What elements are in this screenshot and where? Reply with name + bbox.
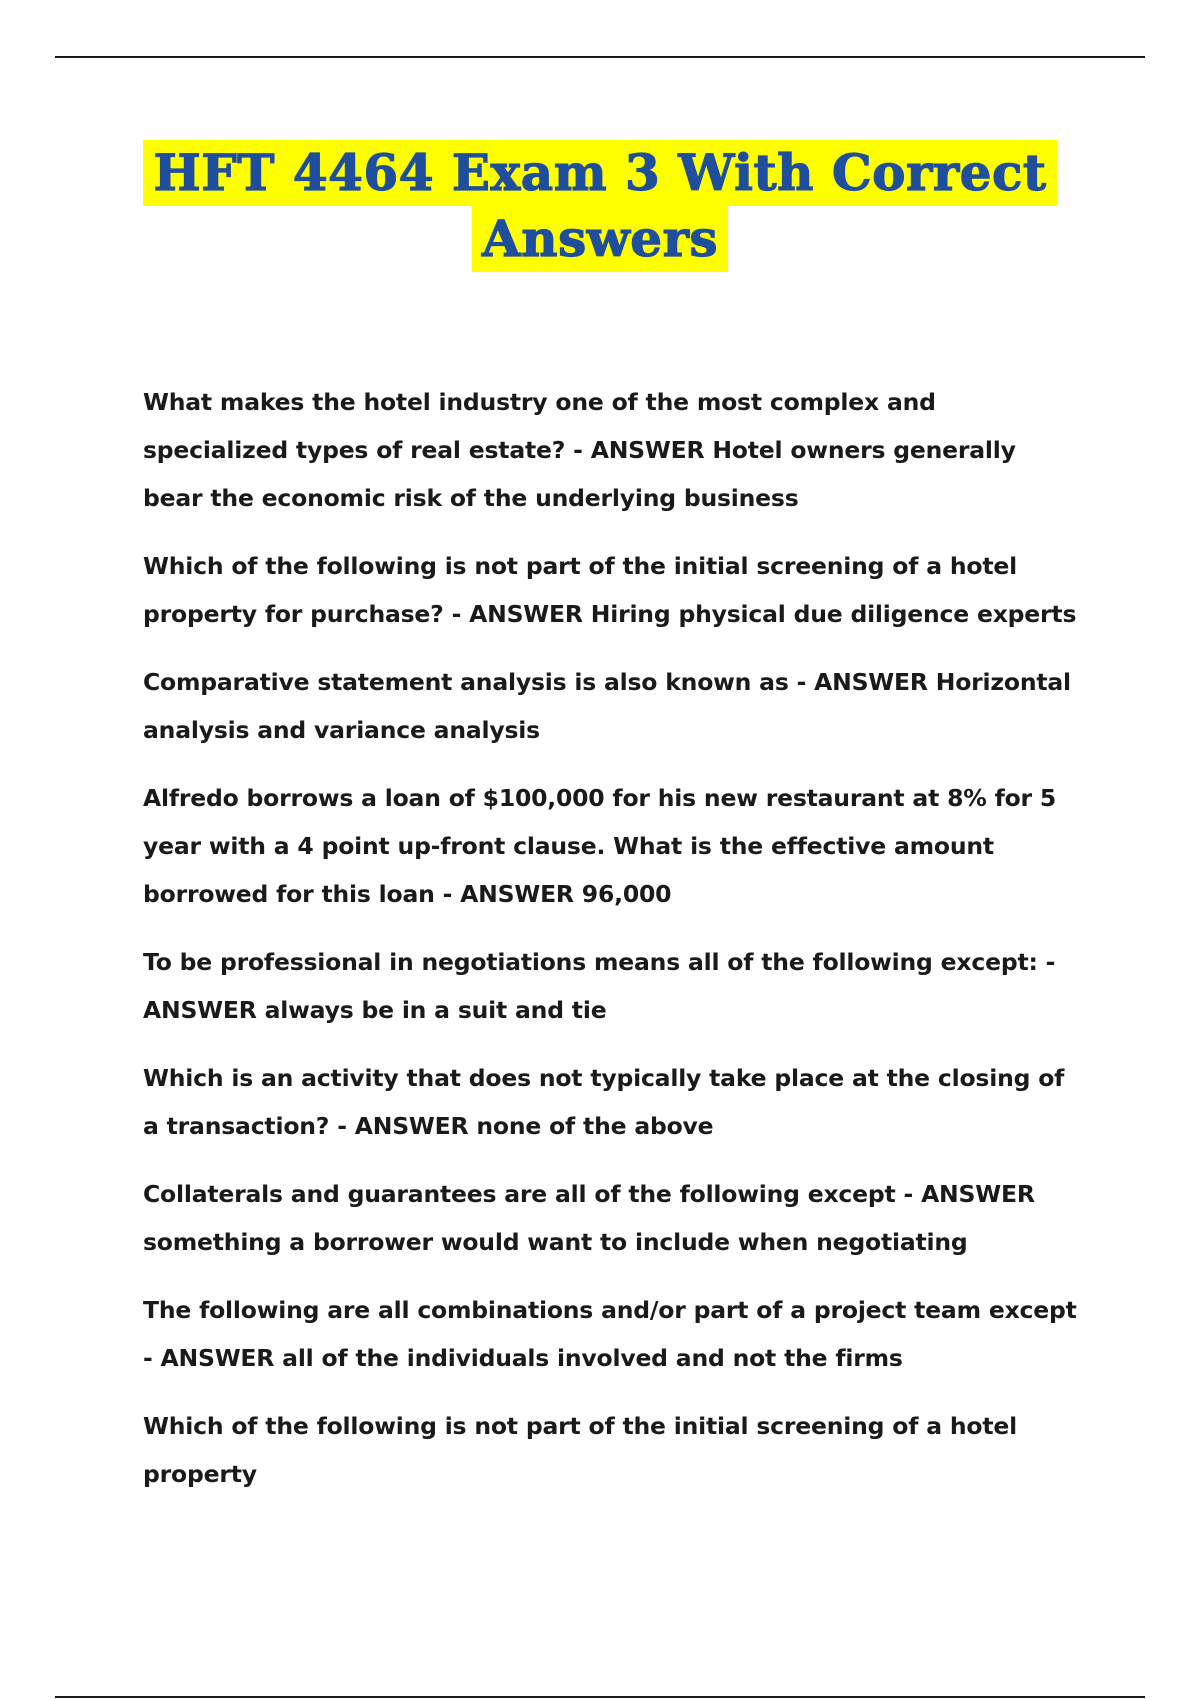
qa-item-9: Which of the following is not part of the initial screening of a hotel property	[143, 1412, 1017, 1488]
qa-item-2: Which of the following is not part of the initial screening of a hotel property for purchase? - ANSWER Hiring physical due diligence experts	[143, 552, 1077, 628]
qa-list	[143, 378, 1083, 1518]
title-line-1: HFT 4464 Exam 3 With Correct	[143, 140, 1056, 206]
qa-item-4: Alfredo borrows a loan of $100,000 for his new restaurant at 8% for 5 year with a 4 point up-front clause. What is the effective amount borrowed for this loan - ANSWER 96,000	[143, 784, 1057, 908]
top-divider	[55, 56, 1145, 58]
qa-item-6: Which is an activity that does not typically take place at the closing of a transaction? - ANSWER none of the above	[143, 1064, 1065, 1140]
qa-item-3: Comparative statement analysis is also known as - ANSWER Horizontal analysis and variance analysis	[143, 668, 1071, 744]
qa-item-1: What makes the hotel industry one of the most complex and specialized types of real estate? - ANSWER Hotel owners generally bear the economic risk of the underlying business	[143, 388, 1016, 512]
document-title	[0, 140, 1200, 272]
bottom-divider	[55, 1696, 1145, 1698]
qa-item-7: Collaterals and guarantees are all of the following except - ANSWER something a borrower would want to include when negotiating	[143, 1180, 1035, 1256]
qa-item-5: To be professional in negotiations means all of the following except: - ANSWER always be in a suit and tie	[143, 948, 1056, 1024]
qa-item-8: The following are all combinations and/or part of a project team except - ANSWER all of the individuals involved and not the firms	[143, 1296, 1077, 1372]
title-line-2: Answers	[472, 206, 728, 272]
